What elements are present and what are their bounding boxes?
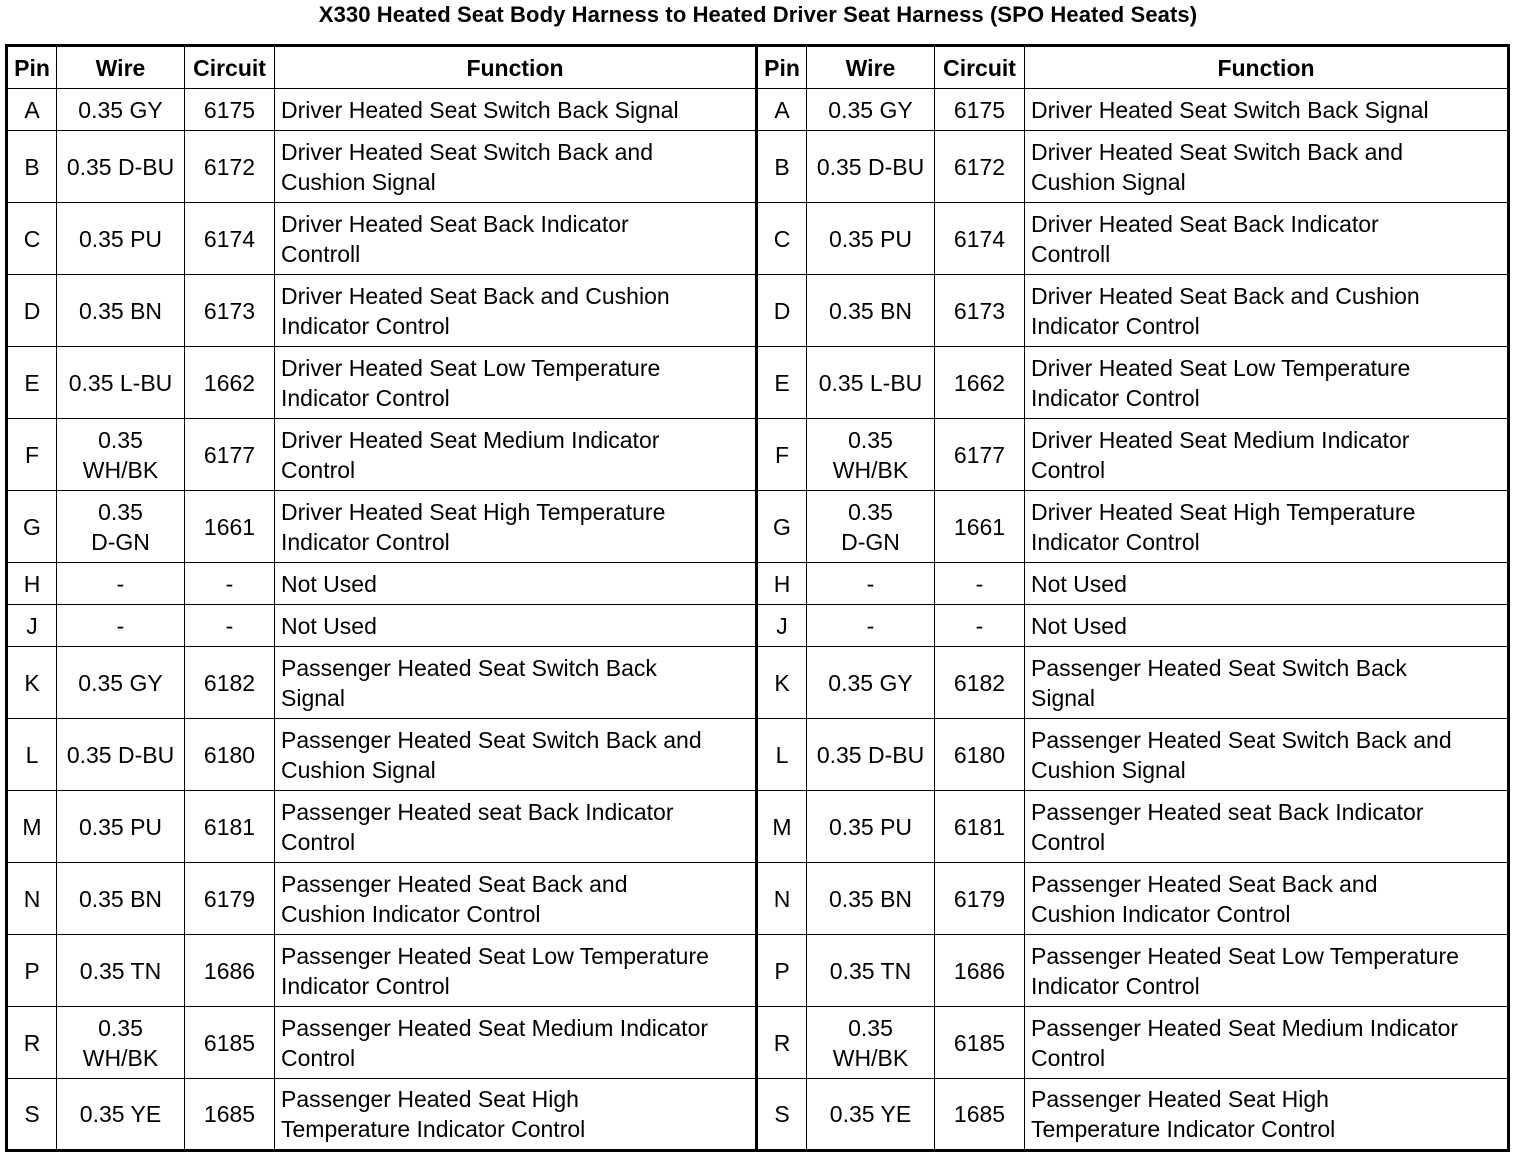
table-row bbox=[7, 935, 1509, 1007]
function-cell bbox=[275, 275, 757, 347]
function-text: Not Used bbox=[1031, 570, 1127, 597]
function-cell bbox=[275, 1007, 757, 1079]
function-cell bbox=[275, 1079, 757, 1151]
function-text: Driver Heated Seat High Temperature bbox=[281, 498, 666, 525]
function-text: Indicator Control bbox=[1031, 528, 1200, 555]
table-row bbox=[7, 563, 1509, 605]
wire-cell bbox=[57, 89, 185, 131]
wire-cell bbox=[57, 203, 185, 275]
circuit-cell: 6172 bbox=[935, 131, 1025, 203]
function-text: Passenger Heated Seat Back and bbox=[1031, 870, 1378, 897]
pin-cell: E bbox=[7, 347, 57, 419]
pin-cell: J bbox=[7, 605, 57, 647]
function-text: Driver Heated Seat Switch Back and bbox=[281, 138, 654, 165]
pin-cell: B bbox=[7, 131, 57, 203]
wire-text: 0.35 D-BU bbox=[816, 741, 925, 768]
function-text: Driver Heated Seat Switch Back and bbox=[1031, 138, 1404, 165]
function-cell bbox=[1025, 791, 1509, 863]
header-wire: Wire bbox=[807, 46, 935, 89]
function-cell bbox=[275, 131, 757, 203]
circuit-cell: 6181 bbox=[185, 791, 275, 863]
table-row bbox=[7, 1007, 1509, 1079]
header-function: Function bbox=[1025, 46, 1509, 89]
function-cell bbox=[1025, 275, 1509, 347]
function-text: Cushion Signal bbox=[281, 168, 436, 195]
function-cell bbox=[1025, 647, 1509, 719]
circuit-cell: 6173 bbox=[185, 275, 275, 347]
circuit-cell: 1662 bbox=[935, 347, 1025, 419]
wire-text: 0.35 bbox=[848, 1014, 893, 1041]
header-pin: Pin bbox=[7, 46, 57, 89]
wire-text: 0.35 D-BU bbox=[66, 741, 175, 768]
circuit-cell: 6173 bbox=[935, 275, 1025, 347]
pin-cell: L bbox=[757, 719, 807, 791]
function-cell bbox=[1025, 203, 1509, 275]
circuit-cell: 6180 bbox=[935, 719, 1025, 791]
pin-cell: F bbox=[757, 419, 807, 491]
wire-text: 0.35 BN bbox=[828, 885, 913, 912]
circuit-cell: 1661 bbox=[185, 491, 275, 563]
wire-cell bbox=[57, 563, 185, 605]
pin-cell: N bbox=[757, 863, 807, 935]
function-cell bbox=[1025, 935, 1509, 1007]
wire-text: D-GN bbox=[841, 528, 900, 555]
pin-cell: H bbox=[757, 563, 807, 605]
circuit-cell: 6175 bbox=[935, 89, 1025, 131]
table-row bbox=[7, 89, 1509, 131]
wire-text: 0.35 GY bbox=[828, 96, 913, 123]
function-text: Passenger Heated Seat Low Temperature bbox=[281, 942, 709, 969]
table-row bbox=[7, 203, 1509, 275]
wire-text: 0.35 PU bbox=[828, 225, 913, 252]
wire-cell bbox=[57, 647, 185, 719]
table-row bbox=[7, 605, 1509, 647]
function-text: Indicator Control bbox=[1031, 972, 1200, 999]
circuit-cell: 6175 bbox=[185, 89, 275, 131]
wire-cell bbox=[807, 719, 935, 791]
table-row bbox=[7, 347, 1509, 419]
wire-text: - bbox=[866, 612, 875, 639]
function-cell bbox=[1025, 863, 1509, 935]
circuit-cell: - bbox=[935, 605, 1025, 647]
wire-text: 0.35 TN bbox=[79, 957, 162, 984]
wire-cell bbox=[807, 347, 935, 419]
wire-cell bbox=[57, 275, 185, 347]
circuit-cell: 6185 bbox=[935, 1007, 1025, 1079]
circuit-cell: 6180 bbox=[185, 719, 275, 791]
circuit-cell: 6177 bbox=[935, 419, 1025, 491]
function-text: Driver Heated Seat Switch Back Signal bbox=[1031, 96, 1429, 123]
wire-cell bbox=[57, 419, 185, 491]
pin-cell: J bbox=[757, 605, 807, 647]
function-text: Cushion Signal bbox=[1031, 168, 1186, 195]
wire-text: 0.35 bbox=[848, 498, 893, 525]
wire-cell bbox=[807, 1079, 935, 1151]
function-cell bbox=[275, 347, 757, 419]
function-text: Cushion Indicator Control bbox=[1031, 900, 1291, 927]
wire-text: WH/BK bbox=[832, 1044, 909, 1071]
function-cell bbox=[275, 719, 757, 791]
function-text: Passenger Heated Seat Switch Back and bbox=[1031, 726, 1452, 753]
circuit-cell: - bbox=[185, 563, 275, 605]
function-text: Not Used bbox=[1031, 612, 1127, 639]
wire-cell bbox=[57, 1007, 185, 1079]
function-text: Control bbox=[281, 828, 356, 855]
pin-cell: G bbox=[7, 491, 57, 563]
header-circuit: Circuit bbox=[185, 46, 275, 89]
wire-text: 0.35 GY bbox=[828, 669, 913, 696]
function-cell bbox=[275, 203, 757, 275]
table-header-row bbox=[7, 46, 1509, 89]
function-text: Not Used bbox=[281, 570, 377, 597]
table-row bbox=[7, 491, 1509, 563]
wire-cell bbox=[57, 935, 185, 1007]
function-text: Controll bbox=[281, 240, 361, 267]
pin-cell: L bbox=[7, 719, 57, 791]
pin-cell: D bbox=[757, 275, 807, 347]
pin-cell: N bbox=[7, 863, 57, 935]
function-text: Driver Heated Seat Medium Indicator bbox=[281, 426, 660, 453]
pin-cell: S bbox=[7, 1079, 57, 1151]
circuit-cell: 6182 bbox=[935, 647, 1025, 719]
function-text: Passenger Heated Seat High bbox=[1031, 1086, 1329, 1112]
function-text: Cushion Indicator Control bbox=[281, 900, 541, 927]
circuit-cell: 1686 bbox=[935, 935, 1025, 1007]
function-text: Driver Heated Seat Low Temperature bbox=[1031, 354, 1411, 381]
wire-text: 0.35 YE bbox=[829, 1101, 912, 1127]
circuit-cell: 6185 bbox=[185, 1007, 275, 1079]
wire-text: 0.35 L-BU bbox=[818, 369, 923, 396]
function-text: Indicator Control bbox=[1031, 384, 1200, 411]
wire-text: - bbox=[116, 612, 125, 639]
table-row bbox=[7, 1079, 1509, 1151]
wire-text: 0.35 D-BU bbox=[816, 153, 925, 180]
function-cell bbox=[275, 935, 757, 1007]
function-text: Passenger Heated Seat Switch Back bbox=[281, 654, 657, 681]
function-cell bbox=[275, 419, 757, 491]
function-text: Driver Heated Seat Low Temperature bbox=[281, 354, 661, 381]
pin-cell: G bbox=[757, 491, 807, 563]
wire-text: 0.35 PU bbox=[78, 813, 163, 840]
function-text: Not Used bbox=[281, 612, 377, 639]
function-text: Control bbox=[281, 1044, 356, 1071]
wire-cell bbox=[807, 647, 935, 719]
function-text: Passenger Heated seat Back Indicator bbox=[1031, 798, 1424, 825]
table-row bbox=[7, 719, 1509, 791]
wire-cell bbox=[807, 935, 935, 1007]
function-text: Control bbox=[1031, 1044, 1106, 1071]
function-text: Passenger Heated Seat Medium Indicator bbox=[1031, 1014, 1459, 1041]
wire-text: - bbox=[116, 570, 125, 597]
circuit-cell: 1686 bbox=[185, 935, 275, 1007]
function-cell bbox=[1025, 89, 1509, 131]
pin-cell: S bbox=[757, 1079, 807, 1151]
circuit-cell: 6172 bbox=[185, 131, 275, 203]
circuit-cell: 6174 bbox=[935, 203, 1025, 275]
pin-cell: K bbox=[757, 647, 807, 719]
wire-cell bbox=[57, 605, 185, 647]
pin-cell: D bbox=[7, 275, 57, 347]
wire-text: WH/BK bbox=[832, 456, 909, 483]
function-cell bbox=[1025, 719, 1509, 791]
function-text: Indicator Control bbox=[281, 384, 450, 411]
wire-text: 0.35 GY bbox=[78, 96, 163, 123]
pin-cell: A bbox=[7, 89, 57, 131]
wire-text: WH/BK bbox=[82, 456, 159, 483]
wire-cell bbox=[57, 863, 185, 935]
function-text: Cushion Signal bbox=[281, 756, 436, 783]
function-text: Driver Heated Seat Switch Back Signal bbox=[281, 96, 679, 123]
function-text: Passenger Heated Seat Low Temperature bbox=[1031, 942, 1459, 969]
function-cell bbox=[1025, 419, 1509, 491]
function-cell bbox=[275, 647, 757, 719]
wire-text: - bbox=[866, 570, 875, 597]
wire-text: 0.35 PU bbox=[78, 225, 163, 252]
wire-text: 0.35 GY bbox=[78, 669, 163, 696]
function-cell bbox=[275, 89, 757, 131]
table-row bbox=[7, 419, 1509, 491]
table-row bbox=[7, 275, 1509, 347]
wire-text: WH/BK bbox=[82, 1044, 159, 1071]
circuit-cell: 6181 bbox=[935, 791, 1025, 863]
wire-cell bbox=[57, 1079, 185, 1151]
header-function: Function bbox=[275, 46, 757, 89]
table-row bbox=[7, 863, 1509, 935]
circuit-cell: 6182 bbox=[185, 647, 275, 719]
wire-cell bbox=[807, 419, 935, 491]
wire-cell bbox=[57, 719, 185, 791]
wire-text: 0.35 BN bbox=[828, 297, 913, 324]
function-cell bbox=[275, 605, 757, 647]
pin-cell: H bbox=[7, 563, 57, 605]
function-cell bbox=[1025, 347, 1509, 419]
wire-cell bbox=[807, 89, 935, 131]
function-cell bbox=[1025, 131, 1509, 203]
wire-text: 0.35 bbox=[98, 498, 143, 525]
pin-cell: K bbox=[7, 647, 57, 719]
circuit-cell: 1662 bbox=[185, 347, 275, 419]
function-text: Controll bbox=[1031, 240, 1111, 267]
function-text: Driver Heated Seat High Temperature bbox=[1031, 498, 1416, 525]
connector-pinout-table bbox=[5, 44, 1510, 1152]
function-text: Driver Heated Seat Back Indicator bbox=[1031, 210, 1379, 237]
wire-cell bbox=[807, 203, 935, 275]
function-cell bbox=[275, 491, 757, 563]
function-text: Passenger Heated Seat Back and bbox=[281, 870, 628, 897]
function-cell bbox=[1025, 1007, 1509, 1079]
pin-cell: B bbox=[757, 131, 807, 203]
wire-text: 0.35 BN bbox=[78, 885, 163, 912]
function-text: Signal bbox=[1031, 684, 1095, 711]
pin-cell: P bbox=[7, 935, 57, 1007]
wire-text: 0.35 bbox=[98, 426, 143, 453]
circuit-cell: 1685 bbox=[185, 1079, 275, 1151]
function-cell bbox=[1025, 491, 1509, 563]
function-cell bbox=[275, 563, 757, 605]
function-text: Passenger Heated Seat Switch Back bbox=[1031, 654, 1407, 681]
function-text: Passenger Heated seat Back Indicator bbox=[281, 798, 674, 825]
function-text: Cushion Signal bbox=[1031, 756, 1186, 783]
function-text: Driver Heated Seat Back Indicator bbox=[281, 210, 629, 237]
table-row bbox=[7, 131, 1509, 203]
wire-cell bbox=[807, 131, 935, 203]
function-cell bbox=[1025, 563, 1509, 605]
function-text: Temperature Indicator Control bbox=[1031, 1116, 1336, 1142]
wire-cell bbox=[807, 1007, 935, 1079]
circuit-cell: 1685 bbox=[935, 1079, 1025, 1151]
function-text: Passenger Heated Seat High bbox=[281, 1086, 579, 1112]
pin-cell: C bbox=[757, 203, 807, 275]
function-cell bbox=[1025, 1079, 1509, 1151]
wire-cell bbox=[57, 131, 185, 203]
table-row bbox=[7, 791, 1509, 863]
header-circuit: Circuit bbox=[935, 46, 1025, 89]
function-text: Signal bbox=[281, 684, 345, 711]
function-text: Temperature Indicator Control bbox=[281, 1116, 586, 1142]
pin-cell: P bbox=[757, 935, 807, 1007]
wire-cell bbox=[57, 347, 185, 419]
wire-text: D-GN bbox=[91, 528, 150, 555]
circuit-cell: 6179 bbox=[185, 863, 275, 935]
header-wire: Wire bbox=[57, 46, 185, 89]
wire-cell bbox=[57, 791, 185, 863]
wire-text: 0.35 D-BU bbox=[66, 153, 175, 180]
pin-cell: R bbox=[757, 1007, 807, 1079]
pin-cell: C bbox=[7, 203, 57, 275]
function-text: Indicator Control bbox=[281, 312, 450, 339]
function-text: Driver Heated Seat Medium Indicator bbox=[1031, 426, 1410, 453]
function-text: Indicator Control bbox=[1031, 312, 1200, 339]
circuit-cell: 6174 bbox=[185, 203, 275, 275]
circuit-cell: - bbox=[185, 605, 275, 647]
pin-cell: E bbox=[757, 347, 807, 419]
function-text: Control bbox=[281, 456, 356, 483]
function-text: Passenger Heated Seat Medium Indicator bbox=[281, 1014, 709, 1041]
function-cell bbox=[1025, 605, 1509, 647]
function-cell bbox=[275, 791, 757, 863]
circuit-cell: - bbox=[935, 563, 1025, 605]
wire-cell bbox=[807, 791, 935, 863]
function-text: Passenger Heated Seat Switch Back and bbox=[281, 726, 702, 753]
pin-cell: M bbox=[757, 791, 807, 863]
function-text: Indicator Control bbox=[281, 972, 450, 999]
circuit-cell: 1661 bbox=[935, 491, 1025, 563]
pin-cell: R bbox=[7, 1007, 57, 1079]
wire-cell bbox=[57, 491, 185, 563]
wire-cell bbox=[807, 605, 935, 647]
function-cell bbox=[275, 863, 757, 935]
wire-cell bbox=[807, 863, 935, 935]
wire-text: 0.35 YE bbox=[79, 1101, 162, 1127]
wire-cell bbox=[807, 563, 935, 605]
circuit-cell: 6179 bbox=[935, 863, 1025, 935]
wire-text: 0.35 PU bbox=[828, 813, 913, 840]
wire-text: 0.35 bbox=[98, 1014, 143, 1041]
wire-text: 0.35 bbox=[848, 426, 893, 453]
pin-cell: A bbox=[757, 89, 807, 131]
header-pin: Pin bbox=[757, 46, 807, 89]
wire-cell bbox=[807, 491, 935, 563]
function-text: Control bbox=[1031, 828, 1106, 855]
wire-text: 0.35 BN bbox=[78, 297, 163, 324]
function-text: Driver Heated Seat Back and Cushion bbox=[1031, 282, 1420, 309]
wire-text: 0.35 L-BU bbox=[68, 369, 173, 396]
pin-cell: M bbox=[7, 791, 57, 863]
wire-cell bbox=[807, 275, 935, 347]
table-row bbox=[7, 647, 1509, 719]
circuit-cell: 6177 bbox=[185, 419, 275, 491]
function-text: Driver Heated Seat Back and Cushion bbox=[281, 282, 670, 309]
page-title: X330 Heated Seat Body Harness to Heated Driver Seat Harness (SPO Heated Seats) bbox=[318, 2, 1198, 27]
pin-cell: F bbox=[7, 419, 57, 491]
wire-text: 0.35 TN bbox=[829, 957, 912, 984]
function-text: Control bbox=[1031, 456, 1106, 483]
function-text: Indicator Control bbox=[281, 528, 450, 555]
